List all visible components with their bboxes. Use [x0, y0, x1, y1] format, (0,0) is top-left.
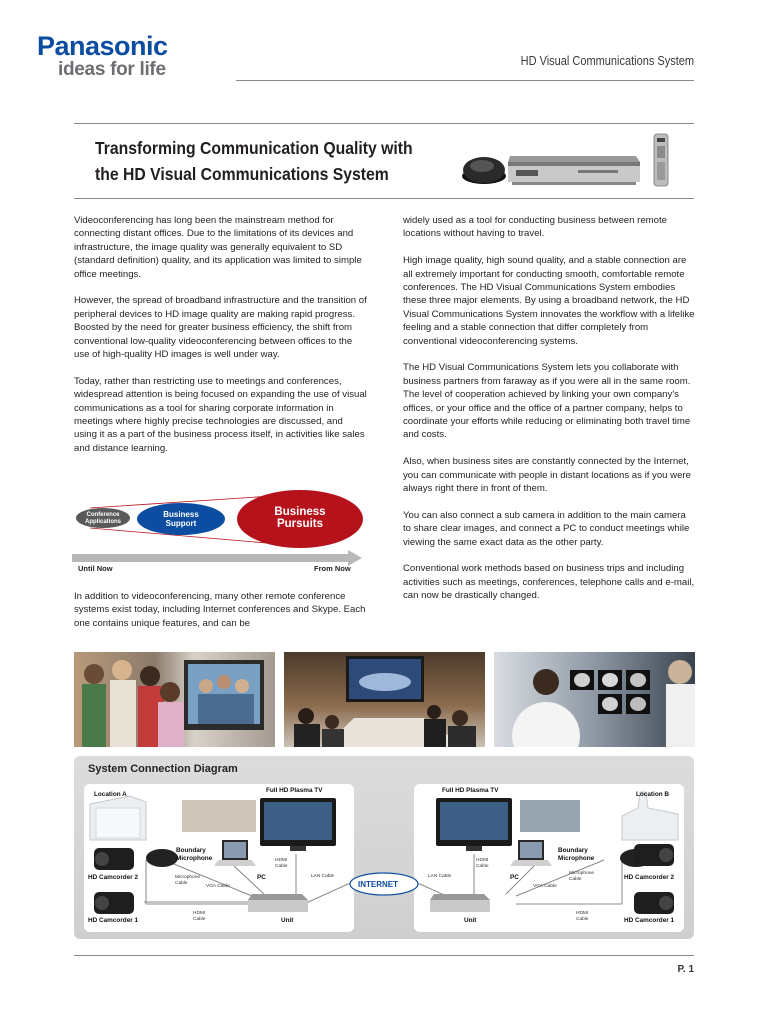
mic-cable-a-label: Microphone Cable: [175, 875, 201, 886]
internet-label: INTERNET: [358, 880, 398, 889]
tv-b-label: Full HD Plasma TV: [442, 787, 499, 794]
evolution-graphic: [72, 488, 364, 576]
plasma-tv-icon-a: [260, 798, 336, 851]
right-paragraph-6: Conventional work methods based on business trips and including activities such as meetings, conferences, telephone calls and e-mail, can now be drastically changed.: [403, 563, 695, 602]
product-image: [458, 132, 672, 192]
pc-b-label: PC: [510, 874, 519, 881]
footer-rule: [74, 955, 694, 956]
mic-b-label: Boundary Microphone: [558, 847, 595, 862]
axis-start-label: Until Now: [78, 564, 113, 573]
page-number: P. 1: [677, 964, 694, 975]
camcorder-icon-a2: [94, 848, 134, 870]
office-building-icon-a: [90, 796, 146, 840]
cam2-a-label: HD Camcorder 2: [88, 874, 139, 881]
panasonic-logo: [37, 32, 168, 80]
left-paragraph-4: In addition to videoconferencing, many other remote conference systems exist today, including Internet conferences and Skype. Each one contains unique features, and can be: [74, 591, 366, 629]
hdmi-tv-a-label: HDMI Cable: [275, 858, 288, 869]
hdmi-cam-a-label: HDMI Cable: [193, 911, 206, 922]
right-paragraph-3: The HD Visual Communications System lets you collaborate with business partners from faraway as if you were all in the same room. The level of cooperation achieved by linking your own company's offices, or your office and the office of a partner company, helps to coordinate your efforts while reducing or eliminating both travel time and costs.: [403, 362, 691, 441]
vga-cable-b-label: VGA Cable: [533, 884, 557, 889]
hdmi-cam-b-label: HDMI Cable: [576, 911, 589, 922]
left-column-bottom: [74, 590, 368, 630]
tv-a-label: Full HD Plasma TV: [266, 787, 323, 794]
diagram-title: System Connection Diagram: [88, 763, 238, 775]
stage-1-label: Conference Applications: [84, 512, 121, 525]
page-title: [95, 135, 437, 187]
right-paragraph-2: High image quality, high sound quality, and a stable connection are all extremely important for conducting smooth, comfortable remote conferences. The HD Visual Communications System embodies these three major elements. By using a broadband network, the HD Visual Communications System innovates the workflow with a lifelike feeling and a stable connection that differ completely from conventional videoconferencing systems.: [403, 255, 695, 347]
left-paragraph-3: Today, rather than restricting use to meetings and conferences, widespread attention is being focused on expanding the use of visual communications as a tool for sharing corporate information in meetings where highly precise technologies are discussed, and using it as a part of the business process itself, in activities like sales and distance learning.: [74, 375, 367, 454]
unit-b-label: Unit: [464, 917, 477, 924]
cam1-b-label: HD Camcorder 1: [624, 917, 675, 924]
lan-b-label: LAN Cable: [428, 874, 452, 879]
title-top-rule: [74, 123, 694, 124]
camera-photo-a: [182, 800, 256, 832]
unit-a-label: Unit: [281, 917, 294, 924]
camcorder-icon-b1: [634, 892, 674, 914]
right-paragraph-1: widely used as a tool for conducting business between remote locations without having to travel.: [403, 215, 667, 240]
cam1-a-label: HD Camcorder 1: [88, 917, 139, 924]
right-column: [403, 214, 695, 603]
plasma-tv-icon-b: [436, 798, 512, 851]
hd-unit-icon: [508, 156, 640, 185]
stage-3-label: Business Pursuits: [274, 506, 326, 530]
page-title-line-1: Transforming Communication Quality with: [95, 138, 413, 158]
boundary-microphone-icon: [462, 157, 506, 184]
unit-icon-b: [430, 894, 490, 912]
pc-a-label: PC: [257, 874, 266, 881]
photo-meeting: [284, 652, 485, 747]
axis-end-label: From Now: [314, 564, 351, 573]
left-paragraph-2: However, the spread of broadband infrastructure and the transition of peripheral devices to HD image quality are making rapid progress. Boosted by the need for greater business efficiency, the shift from conventional low-quality videoconferencing between offices to the use of high-quality HD images is well under way.: [74, 295, 367, 361]
title-bottom-rule: [74, 198, 694, 199]
brand-name: Panasonic: [37, 31, 168, 61]
camcorder-icon-b2: [634, 844, 674, 866]
page-title-line-2: the HD Visual Communications System: [95, 164, 389, 184]
camcorder-icon-a1: [94, 892, 134, 914]
stage-2-label: Business Support: [163, 510, 199, 528]
header-rule: [236, 80, 694, 81]
cam2-b-label: HD Camcorder 2: [624, 874, 675, 881]
lan-a-label: LAN Cable: [311, 874, 335, 879]
camera-photo-b: [520, 800, 580, 832]
photo-medical: [494, 652, 695, 747]
vga-cable-a-label: VGA Cable: [206, 884, 230, 889]
mic-a-label: Boundary Microphone: [176, 847, 213, 862]
mic-cable-b-label: Microphone Cable: [569, 871, 595, 882]
remote-control-icon: [654, 134, 668, 186]
location-a-label: Location A: [94, 791, 127, 798]
hdmi-tv-b-label: HDMI Cable: [476, 858, 489, 869]
unit-icon-a: [248, 894, 308, 912]
right-paragraph-5: You can also connect a sub camera in addition to the main camera to share clear images, and connect a PC to conduct meetings while viewing the same exact data as the other party.: [403, 509, 690, 548]
document-header-title: HD Visual Communications System: [520, 54, 694, 68]
location-b-label: Location B: [636, 791, 670, 798]
brand-tagline: ideas for life: [58, 59, 166, 80]
left-paragraph-1: Videoconferencing has long been the mainstream method for connecting distant offices. Due to the limitations of its devices and infrastructure, the image quality was generally equivalent to SD (standard definition) quality, and its application was limited to simple office meetings.: [74, 215, 362, 280]
right-paragraph-4: Also, when business sites are constantly connected by the Internet, you can communicate with people in distant locations as if you were always right there in front of them.: [403, 456, 691, 495]
boundary-mic-icon-a: [146, 849, 178, 867]
left-column: [74, 214, 368, 455]
photo-classroom: [74, 652, 275, 747]
